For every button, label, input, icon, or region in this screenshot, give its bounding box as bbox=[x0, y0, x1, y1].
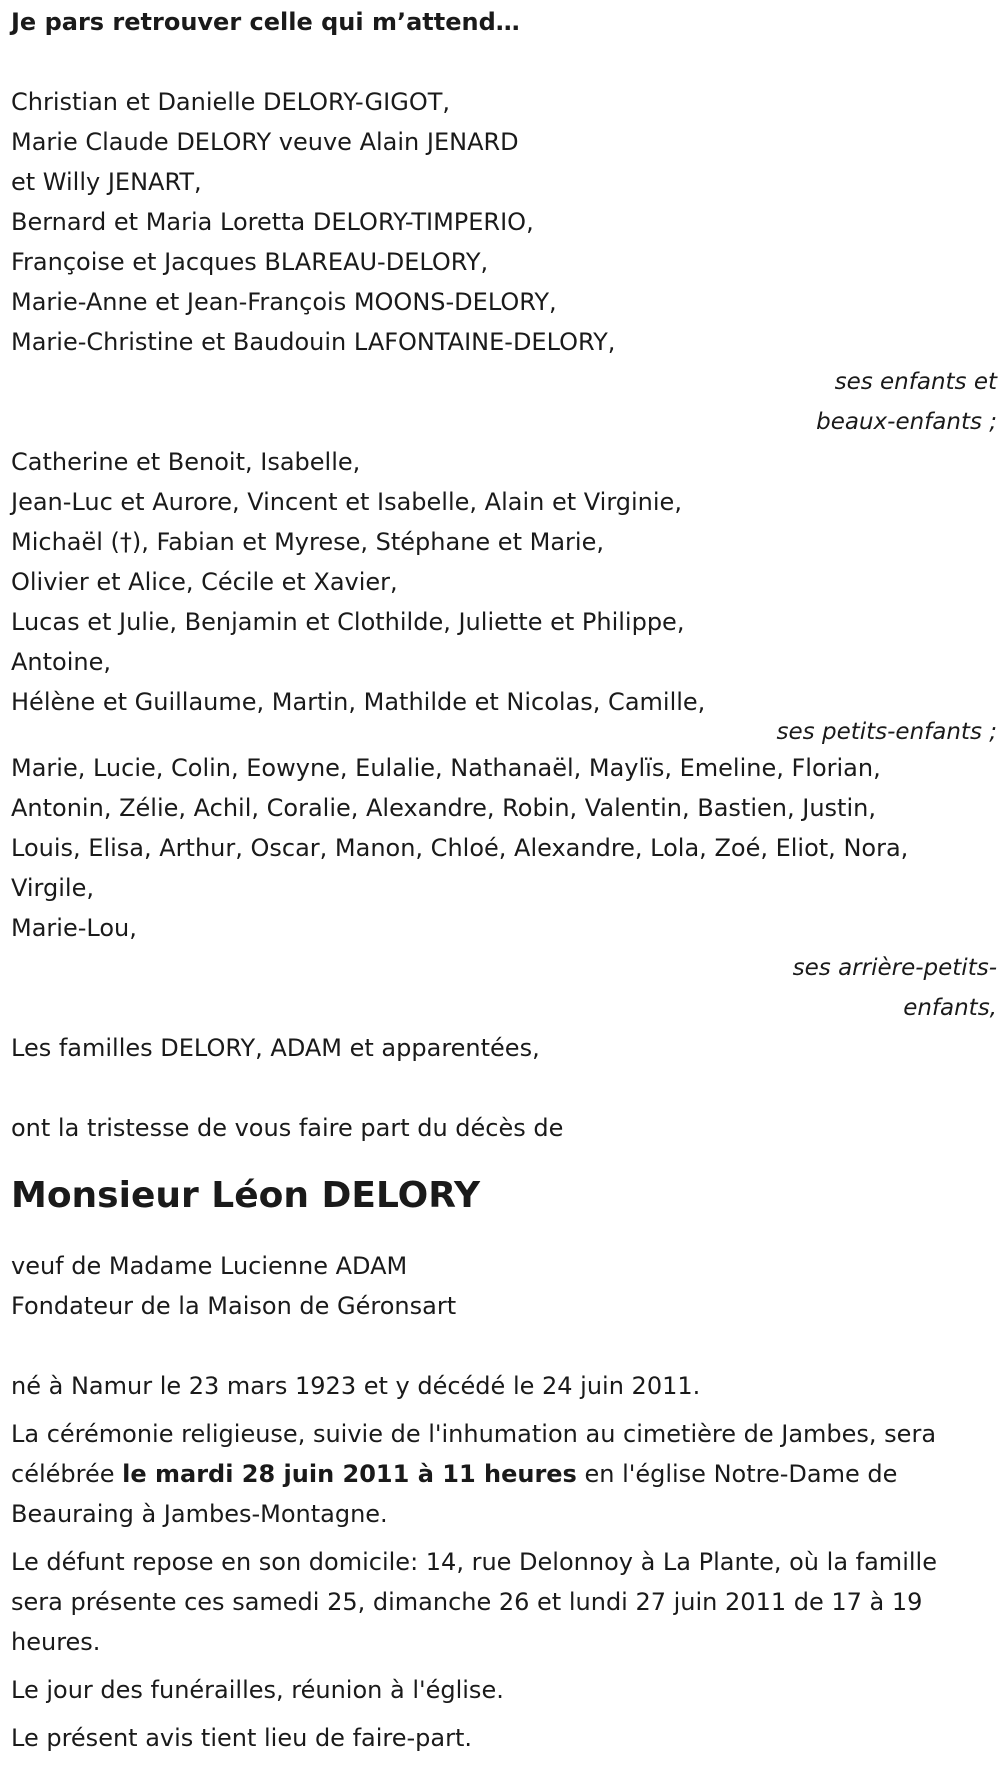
children-relation: beaux-enfants ; bbox=[816, 409, 997, 435]
children-list bbox=[11, 82, 1000, 362]
ceremony-paragraph bbox=[11, 1414, 996, 1534]
notice-paragraph: Le présent avis tient lieu de faire-part. bbox=[11, 1724, 473, 1752]
deceased-name: Monsieur Léon DELORY bbox=[11, 1175, 481, 1216]
ceremony-text-after: en l'église Notre-Dame de Beauraing à Jambes-Montagne. bbox=[11, 1460, 898, 1528]
grandchildren-line: Catherine et Benoit, Isabelle, bbox=[11, 448, 361, 476]
ceremony-text-before: La cérémonie religieuse, suivie de l'inhumation au cimetière de Jambes, sera célébrée bbox=[11, 1420, 937, 1488]
widower-line: veuf de Madame Lucienne ADAM bbox=[11, 1252, 408, 1280]
repose-paragraph: Le défunt repose en son domicile: 14, rue Delonnoy à La Plante, où la famille sera présente ces samedi 25, dimanche 26 et lundi 27 juin 2011 de 17 à 19 heures. bbox=[11, 1548, 937, 1656]
grandchildren-line: Antoine, bbox=[11, 648, 111, 676]
grandchildren-line: Olivier et Alice, Cécile et Xavier, bbox=[11, 568, 398, 596]
grandchildren-line: Michaël (†), Fabian et Myrese, Stéphane et Marie, bbox=[11, 528, 604, 556]
great-grandchildren-line: Marie-Lou, bbox=[11, 914, 137, 942]
ceremony-date-time: le mardi 28 juin 2011 à 11 heures bbox=[122, 1460, 577, 1488]
great-grandchildren-line: Marie, Lucie, Colin, Eowyne, Eulalie, Nathanaël, Maylïs, Emeline, Florian, bbox=[11, 754, 881, 782]
great-grandchildren-line: Virgile, bbox=[11, 874, 94, 902]
great-grandchildren-relation: enfants, bbox=[903, 995, 997, 1021]
great-grandchildren-relation: ses arrière-petits- bbox=[792, 955, 997, 981]
epigraph: Je pars retrouver celle qui m’attend… bbox=[11, 8, 520, 36]
grandchildren-line: Jean-Luc et Aurore, Vincent et Isabelle, Alain et Virginie, bbox=[11, 488, 682, 516]
great-grandchildren-list bbox=[11, 748, 1000, 948]
founder-line: Fondateur de la Maison de Géronsart bbox=[11, 1292, 457, 1320]
spacer bbox=[11, 1326, 1000, 1366]
grandchildren-line: Hélène et Guillaume, Martin, Mathilde et Nicolas, Camille, bbox=[11, 688, 706, 716]
spacer bbox=[11, 42, 1000, 82]
grandchildren-list bbox=[11, 442, 1000, 722]
children-line: Marie-Christine et Baudouin LAFONTAINE-DELORY, bbox=[11, 328, 616, 356]
gathering-paragraph: Le jour des funérailles, réunion à l'église. bbox=[11, 1676, 504, 1704]
children-line: Marie Claude DELORY veuve Alain JENARD bbox=[11, 128, 519, 156]
children-line: Françoise et Jacques BLAREAU-DELORY, bbox=[11, 248, 489, 276]
children-relation: ses enfants et bbox=[834, 369, 997, 395]
announcement-line: ont la tristesse de vous faire part du décès de bbox=[11, 1114, 564, 1142]
grandchildren-line: Lucas et Julie, Benjamin et Clothilde, Juliette et Philippe, bbox=[11, 608, 685, 636]
great-grandchildren-line: Antonin, Zélie, Achil, Coralie, Alexandre, Robin, Valentin, Bastien, Justin, bbox=[11, 794, 876, 822]
children-line: Bernard et Maria Loretta DELORY-TIMPERIO, bbox=[11, 208, 534, 236]
children-line: Marie-Anne et Jean-François MOONS-DELORY, bbox=[11, 288, 557, 316]
spacer bbox=[11, 1068, 1000, 1108]
children-line: et Willy JENART, bbox=[11, 168, 202, 196]
great-grandchildren-line: Louis, Elisa, Arthur, Oscar, Manon, Chloé, Alexandre, Lola, Zoé, Eliot, Nora, bbox=[11, 834, 909, 862]
children-line: Christian et Danielle DELORY-GIGOT, bbox=[11, 88, 450, 116]
families-line: Les familles DELORY, ADAM et apparentées, bbox=[11, 1034, 540, 1062]
grandchildren-relation: ses petits-enfants ; bbox=[776, 719, 997, 745]
birth-death-paragraph: né à Namur le 23 mars 1923 et y décédé le 24 juin 2011. bbox=[11, 1372, 701, 1400]
